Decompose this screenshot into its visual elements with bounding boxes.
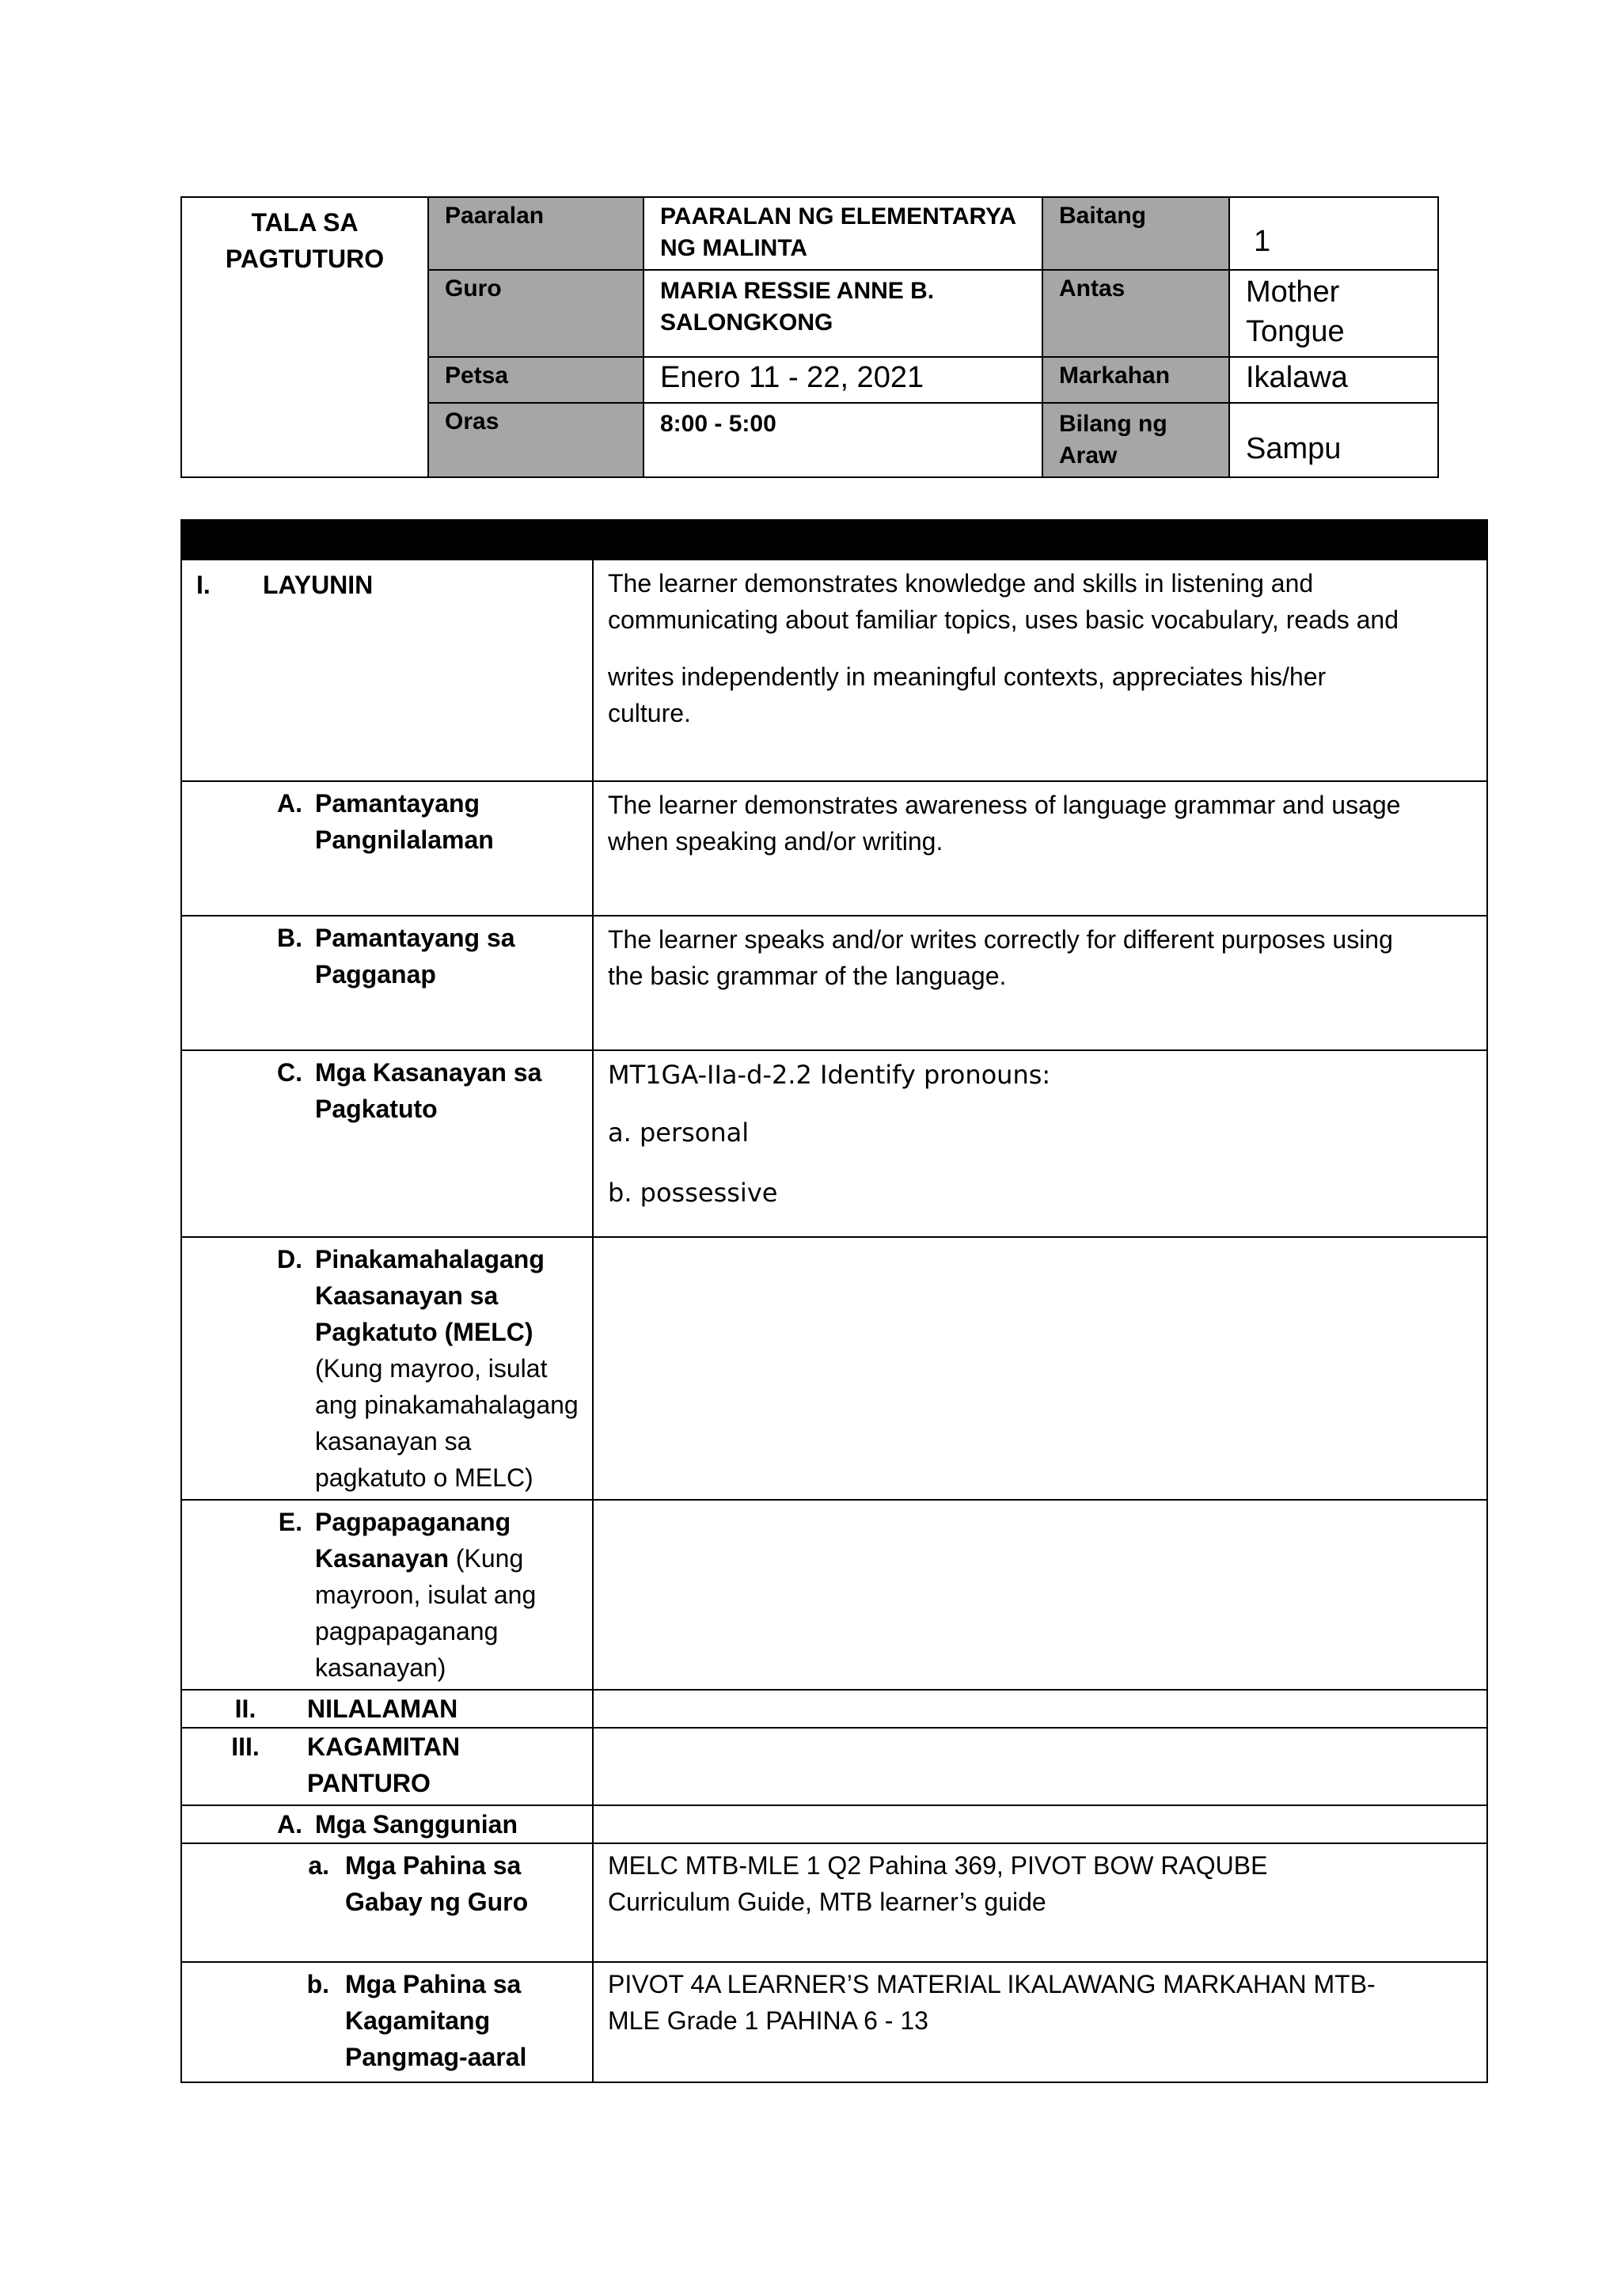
melc-label-line2: Kaasanayan sa — [315, 1281, 499, 1310]
table-row — [181, 1237, 1487, 1500]
pamantayang-pagganap-label-line2: Pagganap — [315, 960, 436, 989]
melc-note-line4: pagkatuto o MELC) — [315, 1463, 533, 1492]
guro-label: Guro — [428, 270, 643, 357]
pagpapaganang-number: E. — [278, 1508, 302, 1536]
layunin-text-line2: communicating about familiar topics, uses basic vocabulary, reads and — [608, 605, 1399, 634]
kagamitan-number: III. — [231, 1732, 260, 1761]
table-row — [181, 1843, 1487, 1962]
paaralan-value-line1: PAARALAN NG ELEMENTARYA — [660, 203, 1017, 230]
sanggunian-label: Mga Sanggunian — [315, 1810, 518, 1839]
bilang-value: Sampu — [1229, 403, 1438, 477]
antas-value-line2: Tongue — [1246, 315, 1345, 348]
kagamitang-label-line2: Kagamitang — [345, 2006, 491, 2035]
sanggunian-number: A. — [277, 1810, 302, 1839]
markahan-value: Ikalawa — [1229, 357, 1438, 403]
layunin-text-line1: The learner demonstrates knowledge and skills in listening and — [608, 569, 1314, 598]
sanggunian-content-cell — [593, 1805, 1487, 1843]
table-row — [181, 1050, 1487, 1237]
pagpapaganang-note-line1: (Kung — [448, 1544, 524, 1573]
melc-label-line3: Pagkatuto (MELC) — [315, 1318, 533, 1346]
pamantayang-pangnilalaman-text-line1: The learner demonstrates awareness of language grammar and usage — [608, 791, 1401, 819]
pamantayang-pagganap-text-line1: The learner speaks and/or writes correctly for different purposes using — [608, 925, 1393, 954]
bilang-label-line2: Araw — [1059, 442, 1118, 469]
table-row — [181, 1805, 1487, 1843]
kagamitan-content-cell — [593, 1728, 1487, 1805]
oras-value: 8:00 - 5:00 — [643, 403, 1042, 477]
kasanayan-label-line1: Mga Kasanayan sa — [315, 1058, 542, 1087]
melc-number: D. — [277, 1245, 302, 1273]
document-title-line2: PAGTUTURO — [225, 245, 385, 273]
kagamitang-label-line3: Pangmag-aaral — [345, 2043, 527, 2071]
paaralan-label: Paaralan — [428, 197, 643, 270]
antas-value-line1: Mother — [1246, 275, 1340, 309]
document-title-line1: TALA SA — [251, 208, 359, 237]
kasanayan-text-line1: MT1GA-IIa-d-2.2 Identify pronouns: — [608, 1060, 1051, 1090]
petsa-value: Enero 11 - 22, 2021 — [643, 357, 1042, 403]
table-row — [181, 1500, 1487, 1690]
table-row — [181, 1728, 1487, 1805]
markahan-label: Markahan — [1042, 357, 1229, 403]
oras-label: Oras — [428, 403, 643, 477]
guro-value-line1: MARIA RESSIE ANNE B. — [660, 278, 935, 304]
kagamitang-number: b. — [306, 1970, 329, 1998]
pagpapaganang-label-line2: Kasanayan — [315, 1544, 449, 1573]
gabay-label-line2: Gabay ng Guro — [345, 1888, 529, 1916]
gabay-label-line1: Mga Pahina sa — [345, 1851, 522, 1880]
table-row — [181, 916, 1487, 1050]
pamantayang-pagganap-text-line2: the basic grammar of the language. — [608, 962, 1007, 990]
nilalaman-label: NILALAMAN — [307, 1694, 458, 1723]
kagamitang-text-line2: MLE Grade 1 PAHINA 6 - 13 — [608, 2006, 928, 2035]
nilalaman-content-cell — [593, 1690, 1487, 1728]
pamantayang-pangnilalaman-number: A. — [277, 789, 302, 818]
lesson-plan-table — [180, 519, 1488, 2083]
layunin-text-line4: culture. — [608, 699, 691, 727]
kasanayan-text-line3: b. possessive — [608, 1178, 778, 1208]
kasanayan-label-line2: Pagkatuto — [315, 1095, 438, 1123]
gabay-text-line2: Curriculum Guide, MTB learner’s guide — [608, 1888, 1046, 1916]
petsa-label: Petsa — [428, 357, 643, 403]
melc-note-line3: kasanayan sa — [315, 1427, 472, 1455]
guro-value-line2: SALONGKONG — [660, 309, 833, 336]
bilang-label-line1: Bilang ng — [1059, 411, 1167, 437]
pagpapaganang-note-line3: pagpapaganang — [315, 1617, 499, 1645]
antas-label: Antas — [1042, 270, 1229, 357]
kagamitang-label-line1: Mga Pahina sa — [345, 1970, 522, 1998]
melc-content-cell — [593, 1237, 1487, 1500]
gabay-number: a. — [308, 1851, 329, 1880]
table-row — [181, 1962, 1487, 2082]
melc-note-line2: ang pinakamahalagang — [315, 1391, 579, 1419]
melc-note-line1: (Kung mayroo, isulat — [315, 1354, 548, 1383]
kasanayan-number: C. — [277, 1058, 302, 1087]
pagpapaganang-note-line2: mayroon, isulat ang — [315, 1581, 537, 1609]
gabay-text-line1: MELC MTB-MLE 1 Q2 Pahina 369, PIVOT BOW RAQUBE — [608, 1851, 1268, 1880]
layunin-text-line3: writes independently in meaningful contexts, appreciates his/her — [608, 662, 1327, 691]
pamantayang-pangnilalaman-label-line1: Pamantayang — [315, 789, 480, 818]
pagpapaganang-note-line4: kasanayan) — [315, 1653, 446, 1682]
header-table — [180, 196, 1439, 478]
layunin-label: LAYUNIN — [263, 571, 374, 599]
pagpapaganang-label-line1: Pagpapaganang — [315, 1508, 511, 1536]
table-row — [181, 560, 1487, 781]
table-row — [181, 1690, 1487, 1728]
layunin-number: I. — [196, 571, 211, 599]
paaralan-value-line2: NG MALINTA — [660, 235, 808, 261]
table-row — [181, 781, 1487, 916]
kasanayan-text-line2: a. personal — [608, 1118, 750, 1148]
baitang-value: 1 — [1229, 197, 1438, 270]
pamantayang-pagganap-label-line1: Pamantayang sa — [315, 924, 515, 952]
pamantayang-pangnilalaman-label-line2: Pangnilalaman — [315, 825, 494, 854]
kagamitang-text-line1: PIVOT 4A LEARNER’S MATERIAL IKALAWANG MARKAHAN MTB- — [608, 1970, 1376, 1998]
kagamitan-label-line1: KAGAMITAN — [307, 1732, 461, 1761]
kagamitan-label-line2: PANTURO — [307, 1769, 431, 1797]
pamantayang-pangnilalaman-text-line2: when speaking and/or writing. — [608, 827, 943, 856]
table-header-bar — [181, 520, 1487, 560]
nilalaman-number: II. — [234, 1694, 256, 1723]
melc-label-line1: Pinakamahalagang — [315, 1245, 545, 1273]
document-title-cell — [181, 197, 428, 477]
baitang-label: Baitang — [1042, 197, 1229, 270]
pamantayang-pagganap-number: B. — [277, 924, 302, 952]
pagpapaganang-content-cell — [593, 1500, 1487, 1690]
